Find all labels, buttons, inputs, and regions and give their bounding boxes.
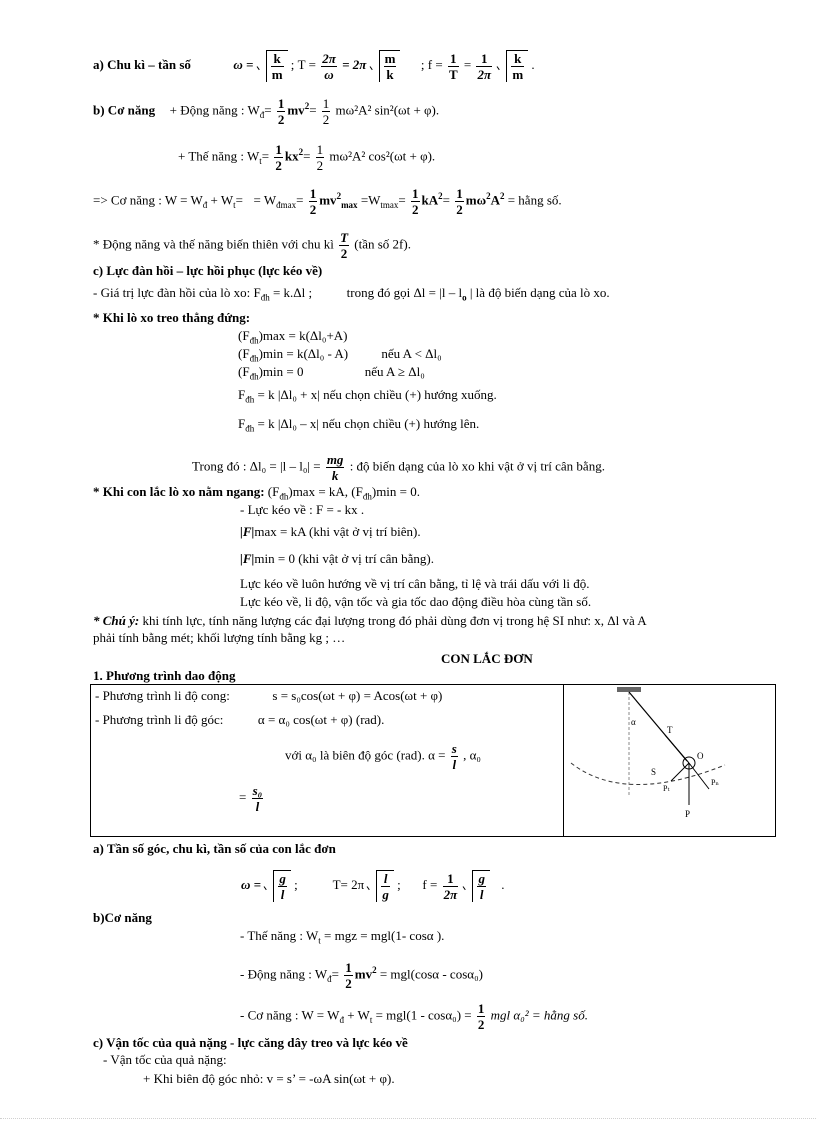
line-pendulum-potential: - Thế năng : $W_t$ = mgz = mgl(1- cosα ).	[240, 928, 445, 946]
line-force-max: |F|max = kA (khi vật ở vị trí biên).	[240, 524, 421, 539]
line-static-stretch: Trong đó : Δl₀ = |l – l₀| = $\frac{mg}{k}$ : độ biến dạng của lò xo khi vật ở vị trí cân bằng.	[192, 452, 605, 483]
line-horizontal-spring: * Khi con lắc lò xo nằm ngang: $(F_{đh})\max$ = kA, $(F_{đh})\min = 0$.	[93, 484, 420, 502]
line-energy-note: * Động năng và thế năng biến thiên với chu kì $\frac{T}{2}$ (tần số 2f).	[93, 230, 411, 261]
line-velocity: - Vận tốc của quả nặng:	[103, 1052, 227, 1067]
sqrt-m-k: $\frac{m}{k}$	[370, 50, 401, 82]
omega-symbol: ω =	[233, 56, 254, 72]
line-total-energy: => Cơ năng : $W = W_đ + W_t= = W_{đmax}=$ $\frac{1}{2}$ $mv^2_{max} =W_{tmax}=$ $\frac{1}{2}$ $kA^2=$ $\frac{1}{2}$ $m\omega^2A^2$ = hằng số.	[93, 186, 562, 217]
line-fmin-zero: $(F_{đh})\min = 0$ nếu A ≥ Δl₀	[238, 364, 425, 382]
label-alpha: α	[631, 717, 636, 727]
line-fmin-vertical: $(F_{đh})\min = k(\Delta l_0 - A)$ nếu A < Δl₀	[238, 346, 442, 364]
pendulum-figure	[565, 685, 775, 834]
heading-angular-frequency: a) Tần số góc, chu kì, tần số của con lắc đơn	[93, 841, 336, 856]
label-Pn: Pₙ	[711, 778, 719, 787]
line-force-up: $F_{đh} = k$ |Δl₀ – x| nếu chọn chiều (+) hướng lên.	[238, 416, 480, 434]
label-T: T	[667, 725, 673, 735]
line-kinetic-energy: b) Cơ năng + Động năng : $W_đ=$ $\frac{1}{2}$ $mv^2=$ $\frac{1}{2}$ mω²A² sin²(ωt + φ).	[93, 96, 440, 127]
label-S: S	[651, 767, 657, 777]
page-bottom-border	[0, 1118, 816, 1119]
heading-elastic-force: c) Lực đàn hồi – lực hồi phục (lực kéo về)	[93, 263, 323, 278]
line-note-2: phải tính bằng mét; khối lượng tính bằng kg ; …	[93, 630, 346, 645]
row-amplitude-ratio: = $\frac{\text{s₀}}{l}$	[239, 783, 263, 814]
line-potential-energy: + Thế năng : $W_t=$ $\frac{1}{2}$ $kx^2=$ $\frac{1}{2}$ mω²A² cos²(ωt + φ).	[178, 142, 436, 173]
line-force-down: $F_{đh} = k$ |Δl₀ + x| nếu chọn chiều (+) hướng xuống.	[238, 387, 497, 405]
label-P: P	[685, 809, 691, 819]
row-amplitude-note: với α₀ là biên độ góc (rad). α = $\frac{s}{l}$ , α₀	[285, 741, 481, 772]
line-note: * Chú ý: khi tính lực, tính năng lượng các đại lượng trong đó phải dùng đơn vị trong hệ SI như: x, Δl và A	[93, 613, 647, 628]
line-force-direction: Lực kéo về luôn hướng về vị trí cân bằng, tỉ lệ và trái dấu với li độ.	[240, 576, 590, 591]
heading-pendulum-energy: b)Cơ năng	[93, 910, 152, 925]
frac-2pi-omega: $\frac{2\pi}{\omega}$	[322, 50, 336, 82]
tension-vector	[665, 735, 689, 763]
line-elastic-force: - Giá trị lực đàn hồi của lò xo: $F_{đh} = k.\Delta l$ ; trong đó gọi $\Delta l = |l - l_o$ | là độ biến dạng của lò xo.	[93, 285, 610, 303]
heading-energy: b) Cơ năng	[93, 102, 156, 118]
pivot-support	[617, 687, 641, 692]
line-force-min: |F|min = 0 (khi vật ở vị trí cân bằng).	[240, 551, 434, 566]
line-pendulum-formulas: ω = $\frac{g}{l}$ ; T= 2π $\frac{l}{g}$ ; f = $\frac{1}{2\pi}$ $\frac{g}{l}$ .	[241, 870, 505, 902]
line-fmax-vertical: $(F_{đh})\max = k(\Delta l_0+A)$	[238, 328, 348, 346]
equation-table	[90, 684, 776, 837]
line-period-frequency: a) Chu kì – tần số ω = $\frac{k}{m}$ ; T = $\frac{2\pi}{\omega}$ = 2π $\frac{m}{k}$ ; f = $\frac{1}{T}$ = $\frac{1}{2\pi}$ $\frac{k}{m}$ .	[93, 50, 535, 82]
line-pendulum-kinetic: - Động năng : $W_đ=$ $\frac{1}{2}$ $mv^2 = mgl(\cos\alpha - \cos\alpha_0)$	[240, 960, 483, 991]
label-O: O	[697, 751, 704, 761]
line-same-frequency: Lực kéo về, li độ, vận tốc và gia tốc dao động điều hòa cùng tần số.	[240, 594, 592, 609]
heading-equation-of-motion: 1. Phương trình dao động	[93, 668, 236, 683]
line-velocity-small-angle: + Khi biên độ góc nhỏ: v = s’ = -ωA sin(ωt + φ).	[143, 1071, 395, 1086]
heading-vertical-spring: * Khi lò xo treo thẳng đứng:	[93, 310, 251, 325]
row-arc-displacement: - Phương trình li độ cong: s = s₀cos(ωt + φ) = Acos(ωt + φ)	[95, 688, 443, 703]
row-angle-displacement: - Phương trình li độ góc: α = α₀ cos(ωt + φ) (rad).	[95, 712, 385, 727]
heading-period: a) Chu kì – tần số	[93, 56, 191, 72]
label-Pt: Pₜ	[663, 784, 670, 793]
swing-arc	[571, 763, 725, 785]
sqrt-k-m: $\frac{k}{m}$	[257, 50, 288, 82]
line-pendulum-total: - Cơ năng : $W = W_đ + W_t = mgl(1 - \cos\alpha_0)$ = $\frac{1}{2}$ mgl α₀² = hằng số.	[240, 1001, 588, 1032]
line-restoring-force: - Lực kéo về : F = - kx .	[240, 502, 365, 517]
heading-velocity-tension: c) Vận tốc của quả nặng - lực căng dây treo và lực kéo về	[93, 1035, 408, 1050]
heading-simple-pendulum: CON LẮC ĐƠN	[441, 651, 533, 666]
